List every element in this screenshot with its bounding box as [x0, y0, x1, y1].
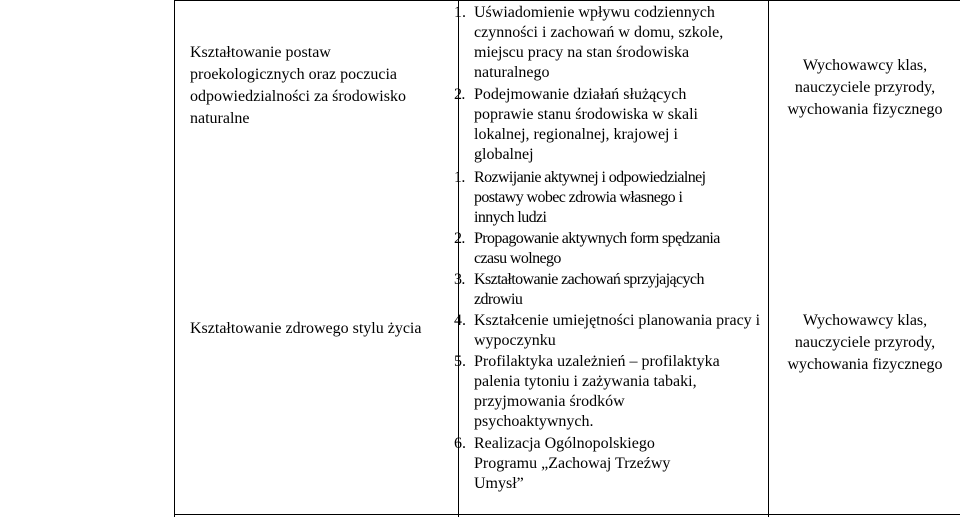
task-number: 5.: [454, 353, 466, 370]
table-bottom-border: [174, 514, 960, 515]
topic-cell-ecology: Kształtowanie postaw proekologicznych oraz poczucia odpowiedzialności za środowisko naturalne: [190, 44, 406, 127]
task-item: [454, 3, 752, 83]
task-text: Realizacja Ogólnopolskiego Programu „Zachowaj Trzeźwy Umysł”: [474, 435, 671, 492]
task-number: 4.: [454, 312, 466, 329]
task-item: [454, 270, 754, 310]
task-item: [454, 311, 764, 351]
task-text: Profilaktyka uzależnień – profilaktyka palenia tytoniu i zażywania tabaki, przyjmowania środków psychoaktywnych.: [474, 353, 720, 430]
responsible-cell-health: Wychowawcy klas, nauczyciele przyrody, wychowania fizycznego: [787, 312, 943, 373]
task-item: [454, 229, 754, 269]
task-number: 1.: [454, 169, 465, 186]
task-item: [454, 85, 736, 165]
task-text: Kształtowanie zachowań sprzyjających zdrowiu: [474, 271, 704, 308]
task-number: 3.: [454, 271, 465, 288]
task-text: Podejmowanie działań służących poprawie stanu środowiska w skali lokalnej, regionalnej, krajowej i globalnej: [474, 86, 698, 163]
task-item: [454, 168, 714, 228]
task-text: Kształcenie umiejętności planowania pracy i wypoczynku: [474, 312, 761, 349]
table-border-left: [174, 0, 175, 517]
task-text: Rozwijanie aktywnej i odpowiedzialnej postawy wobec zdrowia własnego i innych ludzi: [474, 169, 706, 226]
task-number: 6.: [454, 435, 466, 452]
column-divider-responsible: [768, 0, 769, 517]
task-item: [454, 352, 734, 432]
table-top-border: [174, 0, 960, 1]
task-number: 1.: [454, 4, 466, 21]
task-number: 2.: [454, 86, 465, 103]
responsible-cell-ecology: Wychowawcy klas, nauczyciele przyrody, wychowania fizycznego: [787, 57, 943, 118]
task-text: Uświadomienie wpływu codziennych czynności i zachowań w domu, szkole, miejscu pracy na stan środowiska naturalnego: [474, 4, 724, 81]
task-text: Propagowanie aktywnych form spędzania czasu wolnego: [474, 230, 720, 267]
task-item: [454, 434, 714, 494]
task-number: 2.: [454, 230, 465, 247]
topic-cell-health: Kształtowanie zdrowego stylu życia: [190, 320, 422, 337]
